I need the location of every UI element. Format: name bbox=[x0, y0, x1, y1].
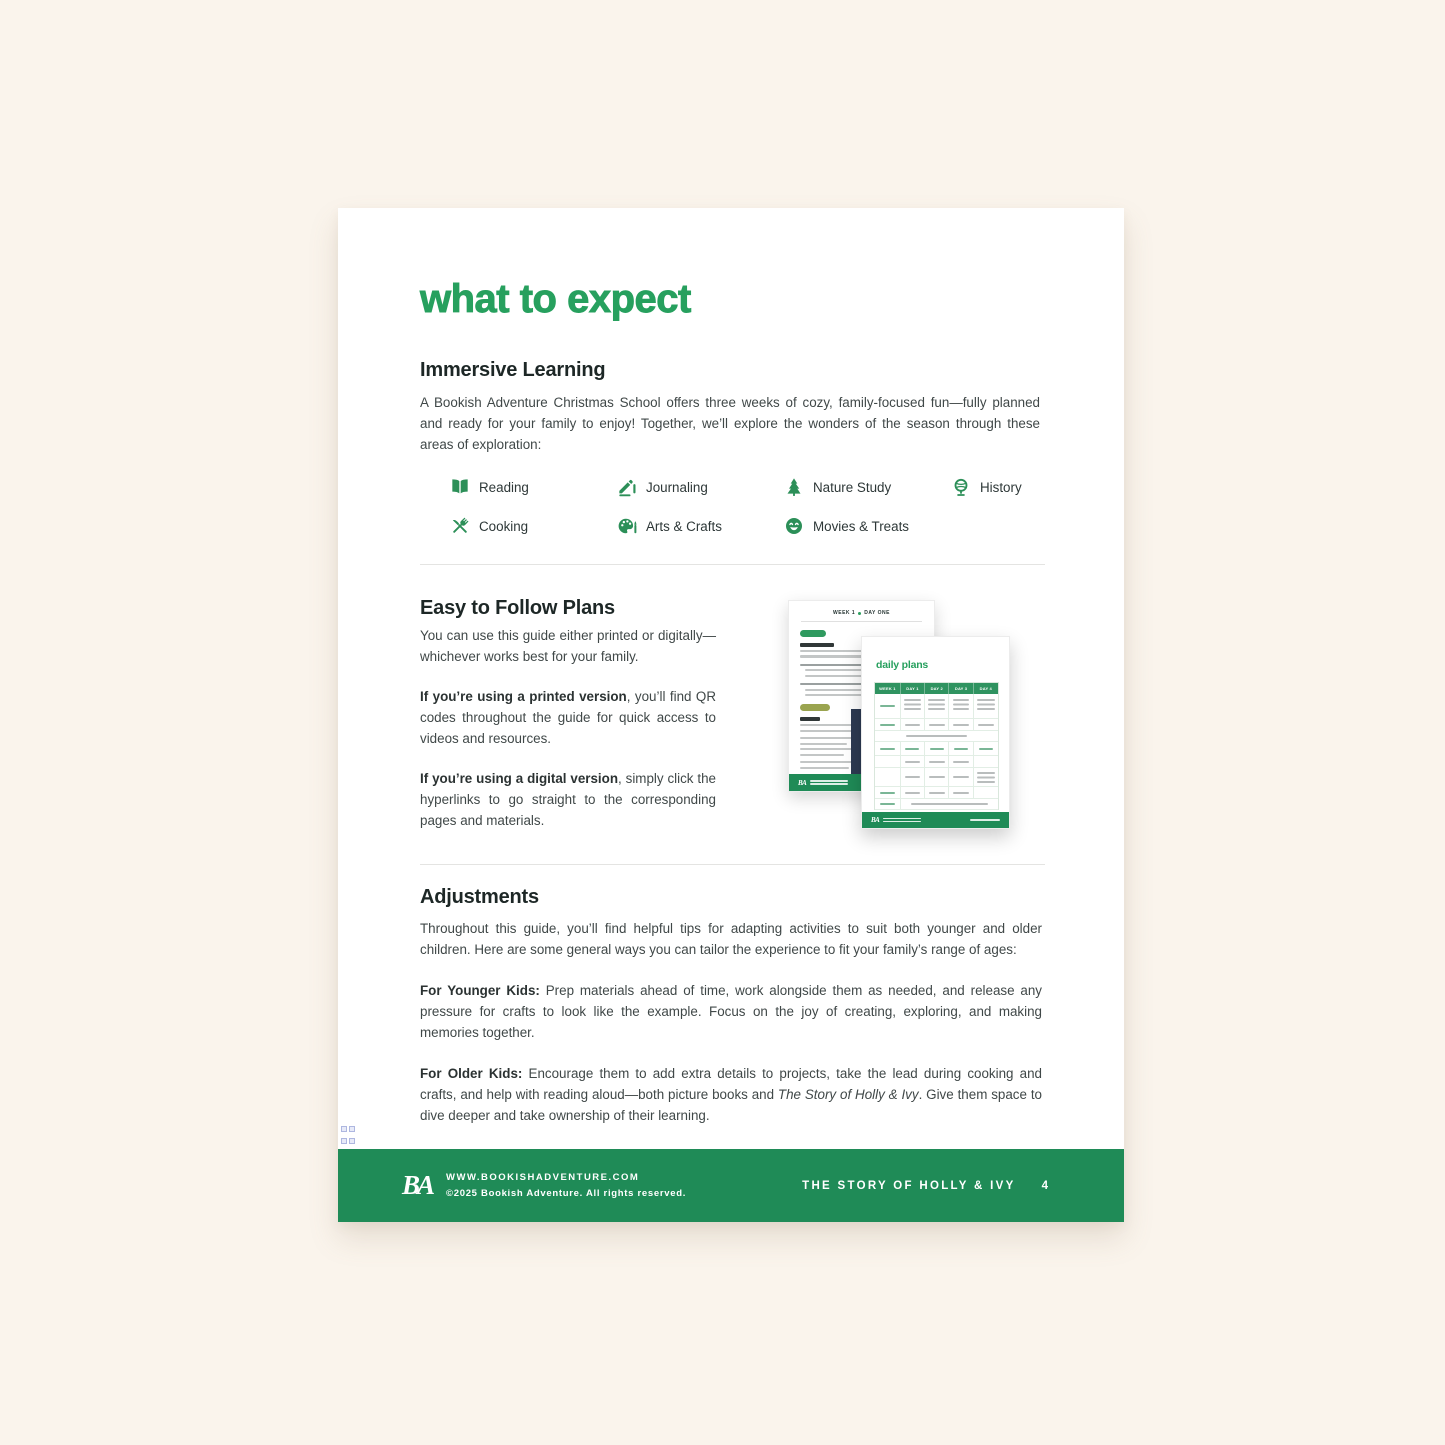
preview-bold-line bbox=[800, 643, 834, 647]
area-item-nature-study bbox=[783, 476, 950, 498]
smiley-face-icon bbox=[783, 516, 804, 537]
preview-page-daily-plans bbox=[861, 636, 1010, 829]
preview-footer-lines bbox=[883, 816, 921, 823]
easy-plans-paragraph-2 bbox=[420, 686, 716, 749]
ba-monogram-logo: BA bbox=[402, 1170, 433, 1200]
older-kids-text-2: . Give them space to dive deeper and take ownership of their learning. bbox=[420, 1087, 1042, 1123]
daily-plans-header-row bbox=[875, 683, 998, 694]
younger-kids-rest: Prep materials ahead of time, work alongside them as needed, and release any pressure for crafts to look like the example. Focus on the joy of creating, exploring, and making memories together. bbox=[420, 983, 1042, 1040]
daily-plans-table bbox=[874, 682, 999, 810]
preview-footer-lines bbox=[810, 779, 848, 786]
printed-version-rest: , you’ll find QR codes throughout the guide for quick access to videos and resources. bbox=[420, 689, 716, 746]
col-header: DAY 1 bbox=[906, 686, 919, 691]
preview-week-label: WEEK 1 bbox=[833, 610, 856, 616]
daily-plans-title: daily plans bbox=[876, 659, 929, 671]
younger-kids-paragraph bbox=[420, 980, 1042, 1043]
preview-line bbox=[800, 748, 854, 750]
preview-footer-bar bbox=[862, 812, 1009, 828]
area-item-cooking bbox=[449, 515, 616, 537]
footer-book-title: THE STORY OF HOLLY & IVY bbox=[802, 1179, 1016, 1192]
preview-rule bbox=[801, 621, 922, 622]
page-footer-bar bbox=[338, 1149, 1124, 1222]
digital-version-bold: If you’re using a digital version bbox=[420, 771, 619, 786]
area-item-journaling bbox=[616, 476, 783, 498]
page-title: what to expect bbox=[420, 277, 691, 321]
older-kids-bold: For Older Kids: bbox=[420, 1066, 523, 1081]
document-page bbox=[338, 208, 1124, 1222]
preview-footer-right-line bbox=[970, 819, 1000, 821]
easy-plans-paragraph-1: You can use this guide either printed or digitally—whichever works best for your family. bbox=[420, 628, 716, 664]
easy-plans-paragraph-3 bbox=[420, 768, 716, 831]
preview-line bbox=[800, 743, 847, 745]
footer-text-block bbox=[446, 1172, 686, 1199]
preview-day-label: DAY ONE bbox=[864, 610, 890, 616]
digital-version-rest: , simply click the hyperlinks to go straight to the corresponding pages and materials. bbox=[420, 771, 716, 828]
render-artifact bbox=[341, 1126, 355, 1132]
pencil-journal-icon bbox=[616, 477, 637, 498]
preview-ba-logo: BA bbox=[871, 816, 880, 824]
guide-preview-thumbnails bbox=[788, 600, 1018, 835]
col-header: DAY 3 bbox=[954, 686, 968, 691]
preview-badge-green bbox=[800, 630, 826, 637]
col-header: WEEK 1 bbox=[879, 686, 896, 691]
book-title-italic: The Story of Holly & Ivy bbox=[777, 1087, 919, 1102]
section-heading-adjustments: Adjustments bbox=[420, 886, 539, 908]
section-divider bbox=[420, 564, 1045, 565]
preview-back-header bbox=[789, 610, 934, 616]
globe-icon bbox=[950, 477, 971, 498]
table-row bbox=[875, 719, 998, 731]
area-label: Journaling bbox=[646, 479, 708, 495]
younger-kids-bold: For Younger Kids: bbox=[420, 983, 540, 998]
adjustments-text-column bbox=[420, 918, 1042, 1126]
footer-left bbox=[402, 1170, 686, 1201]
table-row bbox=[875, 742, 998, 756]
older-kids-text-1: Encourage them to add extra details to projects, take the lead during cooking and crafts, and help with reading aloud—both picture books and bbox=[420, 1066, 1042, 1102]
render-artifact bbox=[341, 1138, 355, 1144]
crossed-utensils-icon bbox=[449, 516, 470, 537]
preview-line bbox=[800, 767, 849, 769]
footer-right bbox=[802, 1180, 1048, 1192]
area-item-history bbox=[950, 476, 1109, 498]
adjustments-intro: Throughout this guide, you’ll find helpful tips for adapting activities to suit both younger and older children. Here are some general ways you can tailor the experience to fit your family’s range of ages: bbox=[420, 921, 1042, 957]
area-item-arts-crafts bbox=[616, 515, 783, 537]
preview-line bbox=[800, 737, 852, 739]
area-label: Arts & Crafts bbox=[646, 518, 722, 534]
table-row bbox=[875, 768, 998, 787]
area-label: Reading bbox=[479, 479, 529, 495]
preview-badge-olive bbox=[800, 704, 830, 711]
footer-copyright: ©2025 Bookish Adventure. All rights reserved. bbox=[446, 1188, 687, 1199]
col-header: DAY 2 bbox=[930, 686, 943, 691]
section-divider bbox=[420, 864, 1045, 865]
open-book-icon bbox=[449, 477, 470, 498]
table-row bbox=[875, 694, 998, 719]
printed-version-bold: If you’re using a printed version bbox=[420, 689, 627, 704]
areas-of-exploration-grid bbox=[449, 476, 1109, 537]
table-row bbox=[875, 787, 998, 799]
table-tip-row bbox=[875, 799, 998, 810]
footer-page-number: 4 bbox=[1041, 1179, 1048, 1192]
footer-website: WWW.BOOKISHADVENTURE.COM bbox=[446, 1172, 640, 1183]
area-label: History bbox=[980, 479, 1022, 495]
table-merged-row bbox=[875, 731, 998, 742]
preview-ba-logo: BA bbox=[798, 778, 807, 787]
easy-plans-text-column bbox=[420, 625, 716, 831]
section-heading-easy-plans: Easy to Follow Plans bbox=[420, 597, 615, 619]
col-header: DAY 4 bbox=[979, 686, 992, 691]
paint-palette-icon bbox=[616, 516, 637, 537]
area-item-movies-treats bbox=[783, 515, 950, 537]
area-label: Nature Study bbox=[813, 479, 892, 495]
preview-line bbox=[800, 754, 844, 756]
immersive-learning-paragraph: A Bookish Adventure Christmas School offers three weeks of cozy, family-focused fun—fully planned and ready for your family to enjoy! Together, we’ll explore the wonders of the season through these areas of exploration: bbox=[420, 395, 1040, 452]
pine-tree-icon bbox=[783, 477, 804, 498]
area-label: Movies & Treats bbox=[813, 518, 909, 534]
preview-line bbox=[800, 761, 852, 763]
area-label: Cooking bbox=[479, 518, 529, 534]
table-row bbox=[875, 756, 998, 768]
area-item-reading bbox=[449, 476, 616, 498]
green-dot bbox=[858, 612, 861, 615]
older-kids-paragraph bbox=[420, 1063, 1042, 1126]
preview-bold-line bbox=[800, 717, 820, 721]
section-heading-immersive-learning: Immersive Learning bbox=[420, 359, 606, 381]
